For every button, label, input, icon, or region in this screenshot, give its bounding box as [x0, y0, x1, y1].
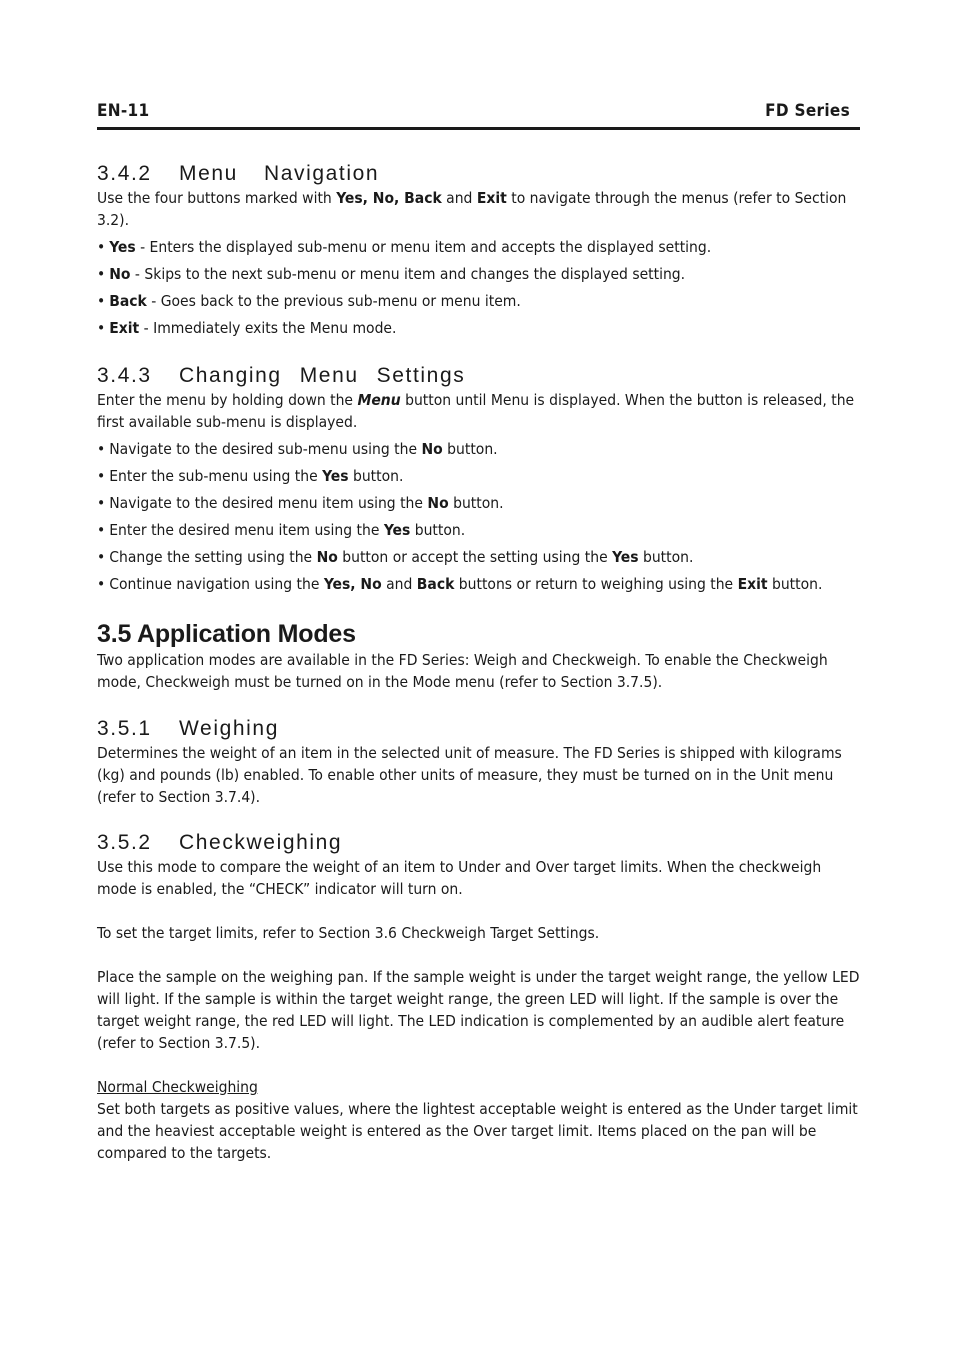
paragraph: Use this mode to compare the weight of an item to Under and Over target limits. When the checkweigh mode is enabled, the “CHECK” indicator will turn on. [97, 858, 822, 898]
section-intro: Enter the menu by holding down the Menu button until Menu is displayed. When the button is released, the first available sub-menu is displayed. [97, 391, 855, 431]
list-item: • No - Skips to the next sub-menu or menu item and changes the displayed setting. [97, 265, 686, 283]
section-heading: 3.4.2 Menu Navigation [97, 162, 380, 185]
list-item: • Navigate to the desired sub-menu using the No button. [97, 440, 498, 458]
paragraph: To set the target limits, refer to Section 3.6 Checkweigh Target Settings. [97, 924, 600, 942]
section-heading: 3.4.3 Changing Menu Settings [97, 364, 466, 387]
series-name: FD Series [765, 101, 850, 121]
list-item: • Back - Goes back to the previous sub-menu or menu item. [97, 292, 521, 310]
paragraph: Place the sample on the weighing pan. If the sample weight is under the target weight range, the yellow LED will light. If the sample is within the target weight range, the green LED will light. If the sample is over the target weight range, the red LED will light. The LED indication is complemented by an audible alert feature (refer to Section 3.7.5). [97, 968, 860, 1052]
section-3-5-2 [97, 830, 860, 1164]
button-list [97, 236, 860, 339]
section-heading: 3.5.1 Weighing [97, 717, 279, 740]
page-number: EN-11 [97, 101, 150, 121]
list-item: • Navigate to the desired menu item using the No button. [97, 494, 504, 512]
section-heading: 3.5.2 Checkweighing [97, 831, 343, 854]
section-3-5-1 [97, 716, 860, 808]
list-item: • Enter the desired menu item using the Yes button. [97, 521, 466, 539]
paragraph: Set both targets as positive values, where the lightest acceptable weight is entered as the Under target limit and the heaviest acceptable weight is entered as the Over target limit. Items placed on the pan will be compared to the targets. [97, 1100, 858, 1162]
list-item: • Exit - Immediately exits the Menu mode. [97, 319, 397, 337]
steps-list [97, 438, 860, 595]
sub-heading: Normal Checkweighing [97, 1078, 258, 1096]
page-header [97, 99, 860, 130]
section-body: Determines the weight of an item in the selected unit of measure. The FD Series is shipped with kilograms (kg) and pounds (lb) enabled. To enable other units of measure, they must be turned on in the Unit menu (refer to Section 3.7.4). [97, 744, 842, 806]
list-item: • Change the setting using the No button or accept the setting using the Yes button. [97, 548, 694, 566]
list-item: • Yes - Enters the displayed sub-menu or menu item and accepts the displayed setting. [97, 238, 712, 256]
section-3-4-2 [97, 161, 860, 339]
section-3-4-3 [97, 363, 860, 595]
section-intro: Use the four buttons marked with Yes, No, Back and Exit to navigate through the menus (refer to Section 3.2). [97, 189, 847, 229]
section-3-5 [97, 619, 860, 693]
section-intro: Two application modes are available in the FD Series: Weigh and Checkweigh. To enable the Checkweigh mode, Checkweigh must be turned on in the Mode menu (refer to Section 3.7.5). [97, 651, 828, 691]
list-item: • Enter the sub-menu using the Yes button. [97, 467, 404, 485]
section-title: 3.5 Application Modes [97, 620, 356, 648]
list-item: • Continue navigation using the Yes, No and Back buttons or return to weighing using the Exit button. [97, 575, 823, 593]
